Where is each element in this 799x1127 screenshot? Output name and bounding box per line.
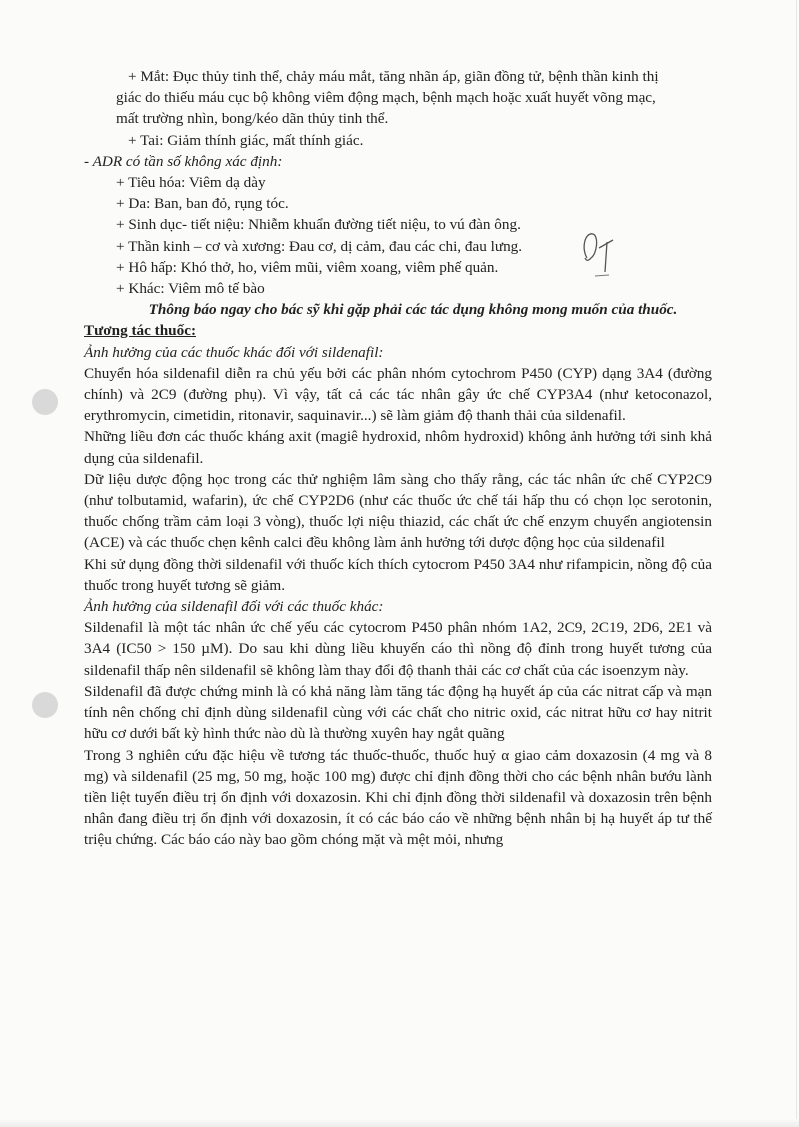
list-item: + Mắt: Đục thủy tinh thể, chảy máu mắt, tăng nhãn áp, giãn đồng tử, bệnh thần kinh thị (128, 68, 659, 85)
list-item: + Sinh dục- tiết niệu: Nhiễm khuẩn đường tiết niệu, to vú đàn ông. (116, 216, 521, 234)
body-paragraph: Dữ liệu dược động học trong các thử nghiệm lâm sàng cho thấy rằng, các tác nhân ức chế CYP2C9 (như tolbutamid, wafarin), ức chế CYP2D6 (như các thuốc ức chế tái hấp thu có chọn lọc serotonin, thuốc chống trầm cảm loại 3 vòng), thuốc lợi niệu thiazid, các chất ức chế enzym chuyển angiotensin (ACE) và các thuốc chẹn kênh calci đều không làm ảnh hưởng tới dược động học của sildenafil (84, 470, 712, 552)
punch-hole (32, 389, 58, 415)
list-item: + Tai: Giảm thính giác, mất thính giác. (128, 131, 364, 149)
list-item: giác do thiếu máu cục bộ không viêm động mạch, bệnh mạch hoặc xuất huyết võng mạc, (116, 89, 656, 107)
list-item: + Khác: Viêm mô tế bào (116, 280, 265, 298)
punch-hole (32, 692, 58, 718)
warning-note: Thông báo ngay cho bác sỹ khi gặp phải các tác dụng không mong muốn của thuốc. (148, 301, 678, 319)
list-item: + Tiêu hóa: Viêm dạ dày (116, 174, 266, 192)
italic-subheading: Ảnh hưởng của các thuốc khác đối với sildenafil: (84, 343, 384, 361)
italic-subheading: - ADR có tần số không xác định: (84, 152, 283, 170)
document-body (84, 66, 712, 851)
list-item: + Thần kinh – cơ và xương: Đau cơ, dị cảm, đau các chi, đau lưng. (116, 237, 523, 255)
body-paragraph: Những liều đơn các thuốc kháng axit (magiê hydroxid, nhôm hydroxid) không ảnh hưởng tới sinh khả dụng của sildenafil. (84, 428, 712, 467)
body-paragraph: Khi sử dụng đồng thời sildenafil với thuốc kích thích cytocrom P450 3A4 như rifampicin, nồng độ của thuốc trong huyết tương sẽ giảm. (84, 555, 712, 594)
body-paragraph: Sildenafil đã được chứng minh là có khả năng làm tăng tác động hạ huyết áp của các nitrat cấp và mạn tính nên chống chỉ định dùng sildenafil cùng với các chất cho nitric oxid, các nitrat hữu cơ hay nitrit hữu cơ dưới bất kỳ hình thức nào dù là thường xuyên hay ngắt quãng (84, 682, 712, 743)
page-edge (796, 0, 797, 1127)
list-item: mất trường nhìn, bong/kéo dãn thủy tinh thể. (116, 110, 389, 128)
list-item: + Da: Ban, ban đỏ, rụng tóc. (116, 195, 289, 213)
italic-subheading: Ảnh hưởng của sildenafil đối với các thuốc khác: (84, 598, 384, 616)
list-item: + Hô hấp: Khó thở, ho, viêm mũi, viêm xoang, viêm phế quản. (116, 258, 499, 276)
body-paragraph: Sildenafil là một tác nhân ức chế yếu các cytocrom P450 phân nhóm 1A2, 2C9, 2C19, 2D6, 2E1 và 3A4 (IC50 > 150 µM). Do sau khi dùng liều khuyến cáo thì nồng độ đỉnh trong huyết tương của sildenafil thấp nên sildenafil sẽ không làm thay đổi độ thanh thải các cơ chất của các isoenzym này. (84, 619, 712, 679)
section-heading: Tương tác thuốc: (84, 322, 197, 340)
page-bottom-edge (0, 1119, 799, 1127)
body-paragraph: Chuyển hóa sildenafil diễn ra chủ yếu bởi các phân nhóm cytochrom P450 (CYP) dạng 3A4 (đường chính) và 2C9 (đường phụ). Vì vậy, tất cả các tác nhân gây ức chế CYP3A4 (như ketoconazol, erythromycin, cimetidin, ritonavir, saquinavir...) sẽ làm giảm độ thanh thải của sildenafil. (84, 364, 712, 425)
body-paragraph: Trong 3 nghiên cứu đặc hiệu về tương tác thuốc-thuốc, thuốc huỷ α giao cảm doxazosin (4 mg và 8 mg) và sildenafil (25 mg, 50 mg, hoặc 100 mg) được chỉ định đồng thời cho các bệnh nhân bướu lành tiền liệt tuyến điều trị ổn định với doxazosin. Khi chỉ định đồng thời sildenafil và doxazosin trên bệnh nhân đang điều trị ổn định với doxazosin, ít có các báo cáo về những bệnh nhân bị hạ huyết áp tư thế triệu chứng. Các báo cáo này bao gồm chóng mặt và mệt mỏi, nhưng (84, 746, 712, 849)
